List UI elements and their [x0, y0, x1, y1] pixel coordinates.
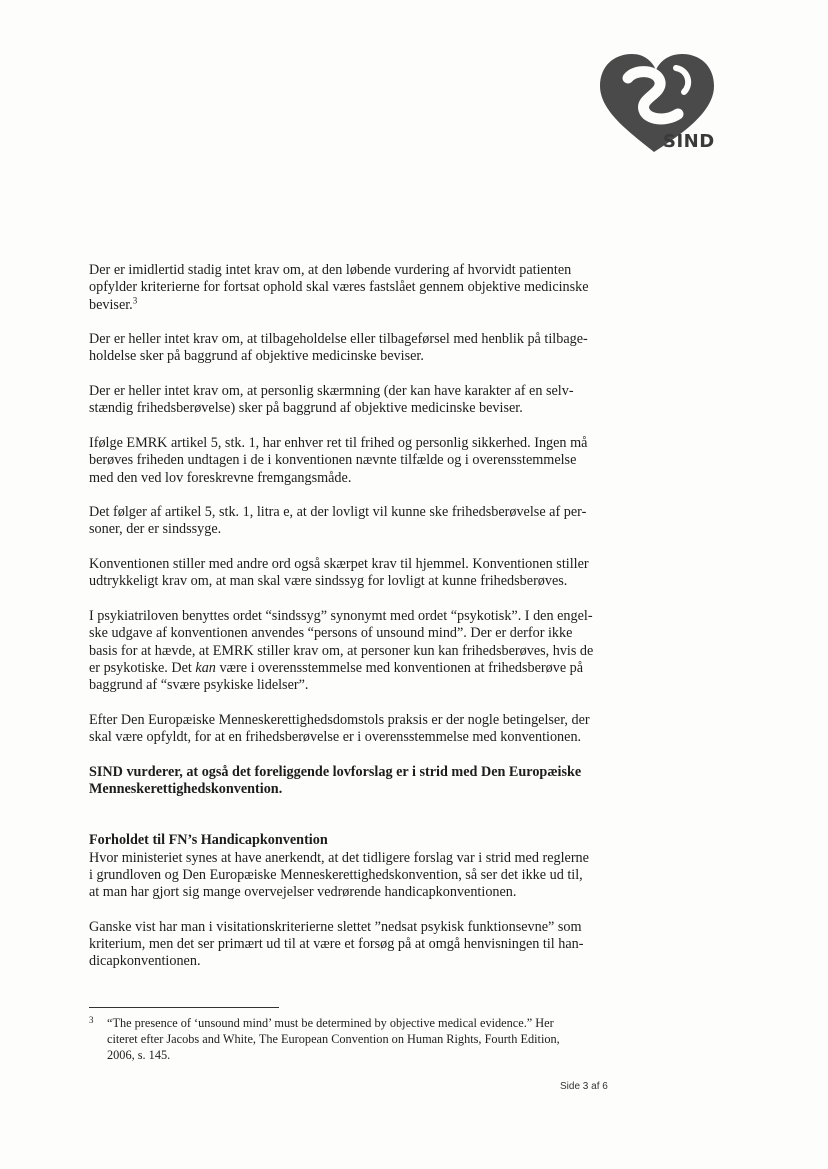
section-heading: Forholdet til FN’s Handicapkonvention	[89, 832, 328, 849]
sind-logo-text: SIND	[663, 131, 715, 152]
text-line: Efter Den Europæiske Menneskerettighedsdomstols praksis er der nogle betingelser, der	[89, 711, 590, 728]
text-line: Menneskerettighedskonvention.	[89, 780, 283, 797]
body-text	[89, 262, 619, 988]
paragraph	[89, 504, 619, 539]
text-line: holdelse sker på baggrund af objektive medicinske beviser.	[89, 348, 424, 365]
text-run: er psykotiske. Det	[89, 659, 196, 676]
paragraph	[89, 712, 619, 747]
text-line: Det følger af artikel 5, stk. 1, litra e, at der lovligt vil kunne ske frihedsberøvelse af per-	[89, 504, 587, 521]
text-line: Konventionen stiller med andre ord også skærpet krav til hjemmel. Konventionen stiller	[89, 556, 589, 573]
text-line: Hvor ministeriet synes at have anerkendt, at det tidligere forslag var i strid med reglerne	[89, 849, 589, 866]
text-line: udtrykkeligt krav om, at man skal være sindssyg for lovligt at kunne frihedsberøves.	[89, 573, 568, 590]
footnote-line: citeret efter Jacobs and White, The European Convention on Human Rights, Fourth Edition,	[107, 1032, 560, 1047]
footnote-mark: 3	[89, 1015, 94, 1025]
footnote-reference[interactable]: 3	[132, 294, 138, 305]
paragraph	[89, 435, 619, 487]
text-line: basis for at hævde, at EMRK stiller krav om, at personer kun kan frihedsberøves, hvis de	[89, 642, 594, 659]
text-line: at man har gjort sig mange overvejelser vedrørende handicapkonventionen.	[89, 884, 517, 901]
text-line: baggrund af “svære psykiske lidelser”.	[89, 677, 309, 694]
text-line	[89, 294, 619, 314]
footnote-divider	[89, 1007, 279, 1008]
text-line: Ifølge EMRK artikel 5, stk. 1, har enhver ret til frihed og personlig sikkerhed. Ingen må	[89, 434, 588, 451]
emphasis: kan	[195, 659, 216, 676]
text-line	[89, 660, 619, 677]
text-line: SIND vurderer, at også det foreliggende lovforslag er i strid med Den Europæiske	[89, 763, 582, 780]
paragraph	[89, 919, 619, 971]
text-run: beviser.	[89, 296, 133, 313]
text-line: Der er imidlertid stadig intet krav om, at den løbende vurdering af hvorvidt patienten	[89, 262, 572, 278]
footnote-line: “The presence of ‘unsound mind’ must be determined by objective medical evidence.” Her	[107, 1016, 554, 1030]
paragraph	[89, 331, 619, 366]
paragraph	[89, 262, 619, 314]
text-line: stændig frihedsberøvelse) sker på baggrund af objektive medicinske beviser.	[89, 400, 523, 417]
text-line: ske udgave af konventionen anvendes “persons of unsound mind”. Der er derfor ikke	[89, 625, 573, 642]
text-line: Ganske vist har man i visitationskriterierne slettet ”nedsat psykisk funktionsevne” som	[89, 918, 582, 935]
paragraph	[89, 556, 619, 591]
text-line: berøves friheden undtagen i de i konventionen nævnte tilfælde og i overensstemmelse	[89, 452, 577, 469]
text-line: i grundloven og Den Europæiske Menneskerettighedskonvention, så ser det ikke ud til,	[89, 866, 583, 883]
footnote-line: 2006, s. 145.	[107, 1048, 171, 1063]
page-number: Side 3 af 6	[560, 1081, 608, 1092]
text-line: Der er heller intet krav om, at tilbageholdelse eller tilbageførsel med henblik på tilbage-	[89, 331, 588, 348]
footnote	[89, 1015, 619, 1064]
text-line: skal være opfyldt, for at en frihedsberøvelse er i overensstemmelse med konventionen.	[89, 729, 582, 746]
text-line: soner, der er sindssyge.	[89, 521, 222, 538]
section-paragraph	[89, 832, 619, 901]
text-run: være i overensstemmelse med konventionen at frihedsberøve på	[215, 659, 584, 676]
text-line: opfylder kriterierne for fortsat ophold skal væres fastslået gennem objektive medicinske	[89, 279, 589, 296]
footnote-body	[107, 1015, 619, 1064]
text-line: kriterium, men det ser primært ud til at være et forsøg på at omgå henvisningen til han-	[89, 935, 584, 952]
conclusion-paragraph	[89, 764, 619, 799]
paragraph	[89, 383, 619, 418]
text-line: dicapkonventionen.	[89, 953, 201, 970]
text-line: med den ved lov foreskrevne fremgangsmåde.	[89, 469, 352, 486]
text-line: Der er heller intet krav om, at personlig skærmning (der kan have karakter af en selv-	[89, 383, 574, 400]
paragraph	[89, 608, 619, 694]
text-line: I psykiatriloven benyttes ordet “sindssyg” synonymt med ordet “psykotisk”. I den engel-	[89, 607, 593, 624]
